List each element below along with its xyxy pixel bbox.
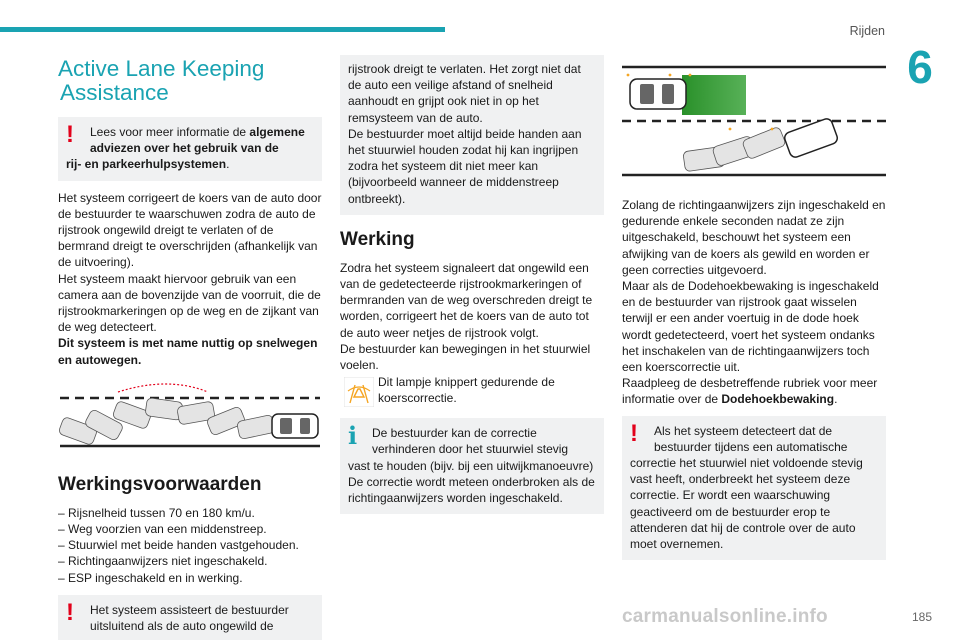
steering-paragraph: De bestuurder kan bewegingen in het stuurwiel voelen. xyxy=(340,341,591,373)
info-icon: i xyxy=(348,421,358,451)
car-icon xyxy=(783,117,839,159)
warning-note-continued: rijstrook dreigt te verlaten. Het zorgt niet dat de auto een veilige afstand of snelheid aanhoudt en grijpt ook niet in op het remsysteem van de auto. De bestuurder moet altijd beide handen aan het stuurwiel houden zodat hij kan ingrijpen zodra het systeem dit niet meer kan (bijvoorbeeld wanneer de middenstreep ontbreekt). xyxy=(340,55,604,215)
lamp-row: Dit lampje knippert gedurende de koerscorrectie. xyxy=(340,374,604,408)
camera-paragraph: Het systeem maakt hiervoor gebruik van een camera aan de bovenzijde van de voorruit, die de rijstrookmarkeringen op de weg en de zijkant van de weg detecteert. xyxy=(58,271,321,335)
car-icon xyxy=(630,79,686,109)
section-heading-conditions: Werkingsvoorwaarden xyxy=(58,473,262,495)
section-title: Rijden xyxy=(849,24,885,38)
warning-note-assist: ! Het systeem assisteert de bestuurder uitsluitend als de auto ongewild de xyxy=(58,595,322,640)
page-title: Active Lane Keeping Assistance xyxy=(58,56,265,105)
blind-spot-svg xyxy=(622,63,886,183)
chapter-number: 6 xyxy=(907,41,933,93)
list-item: – ESP ingeschakeld en in werking. xyxy=(58,570,243,585)
warning-note: ! Lees voor meer informatie de algemene adviezen over het gebruik van de rij- en parkeerhulpsystemen. xyxy=(58,117,322,181)
exclamation-icon: ! xyxy=(66,598,74,626)
werking-paragraph: Zodra het systeem signaleert dat ongewild een van de gedetecteerde rijstrookmarkeringen of bermranden van de weg overschreden dreigt te worden, corrigeert het de koers van de auto tot de auto weer netjes de rijstrook volgt. xyxy=(340,260,593,340)
list-item: – Stuurwiel met beide handen vastgehouden. xyxy=(58,538,299,553)
blind-spot-illustration xyxy=(622,63,886,183)
info-note: i De bestuurder kan de correctie verhinderen door het stuurwiel stevig vast te houden (bijv. bij een uitwijkmanoeuvre) De correctie wordt meteen onderbroken als de richtingaanwijzers worden ingeschakeld. xyxy=(340,418,604,514)
exclamation-icon: ! xyxy=(66,121,74,148)
column-middle xyxy=(340,55,604,514)
lane-keeping-illustration xyxy=(58,382,322,448)
warning-note-grip: ! Als het systeem detecteert dat de bestuurder tijdens een automatische correctie het stuurwiel niet voldoende stevig vast heeft, onderbreekt het systeem deze correctie. Er wordt een waarschuwing geactiveerd om de bestuurder erop te attenderen dat hij de controle over de auto moet overnemen. xyxy=(622,416,886,561)
header-accent-bar xyxy=(0,27,445,32)
column-left xyxy=(58,55,322,640)
list-item: – Richtingaanwijzers niet ingeschakeld. xyxy=(58,554,268,569)
exclamation-icon: ! xyxy=(630,419,638,447)
reference-paragraph: Raadpleeg de desbetreffende rubriek voor meer informatie over de Dodehoekbewaking. xyxy=(622,376,878,407)
list-item: – Weg voorzien van een middenstreep. xyxy=(58,522,267,537)
section-heading-werking: Werking xyxy=(340,228,415,250)
blind-spot-paragraph: Maar als de Dodehoekbewaking is ingeschakeld en de bestuurder van rijstrook gaat wisselen terwijl er een ander voertuig in de dode hoek wordt gedetecteerd, voert het systeem ondanks het inschakelen van de richtingaanwijzers toch een koerscorrectie uit. xyxy=(622,279,879,375)
watermark: carmanualsonline.info xyxy=(622,606,828,627)
usage-paragraph: Dit systeem is met name nuttig op snelwegen en autowegen. xyxy=(58,336,318,367)
intro-paragraph: Het systeem corrigeert de koers van de auto door de bestuurder te waarschuwen zodra de auto de rijstrook ongewild dreigt te verlaten of de bermrand dreigt te overschrijden (afhankelijk van de uitvoering). xyxy=(58,190,322,270)
car-icon xyxy=(272,414,318,438)
lane-illustration-svg xyxy=(58,382,322,448)
indicator-paragraph: Zolang de richtingaanwijzers zijn ingeschakeld en gedurende enkele seconden nadat ze zijn uitgeschakeld, beschouwt het systeem een afwijking van de koers als gewild en worden er geen correcties uitgevoerd. xyxy=(622,198,886,277)
conditions-list xyxy=(58,505,322,586)
list-item: – Rijsnelheid tussen 70 en 180 km/u. xyxy=(58,505,255,520)
column-right xyxy=(622,55,886,560)
page-number: 185 xyxy=(912,610,933,624)
lane-keeping-lamp-icon xyxy=(344,377,374,407)
